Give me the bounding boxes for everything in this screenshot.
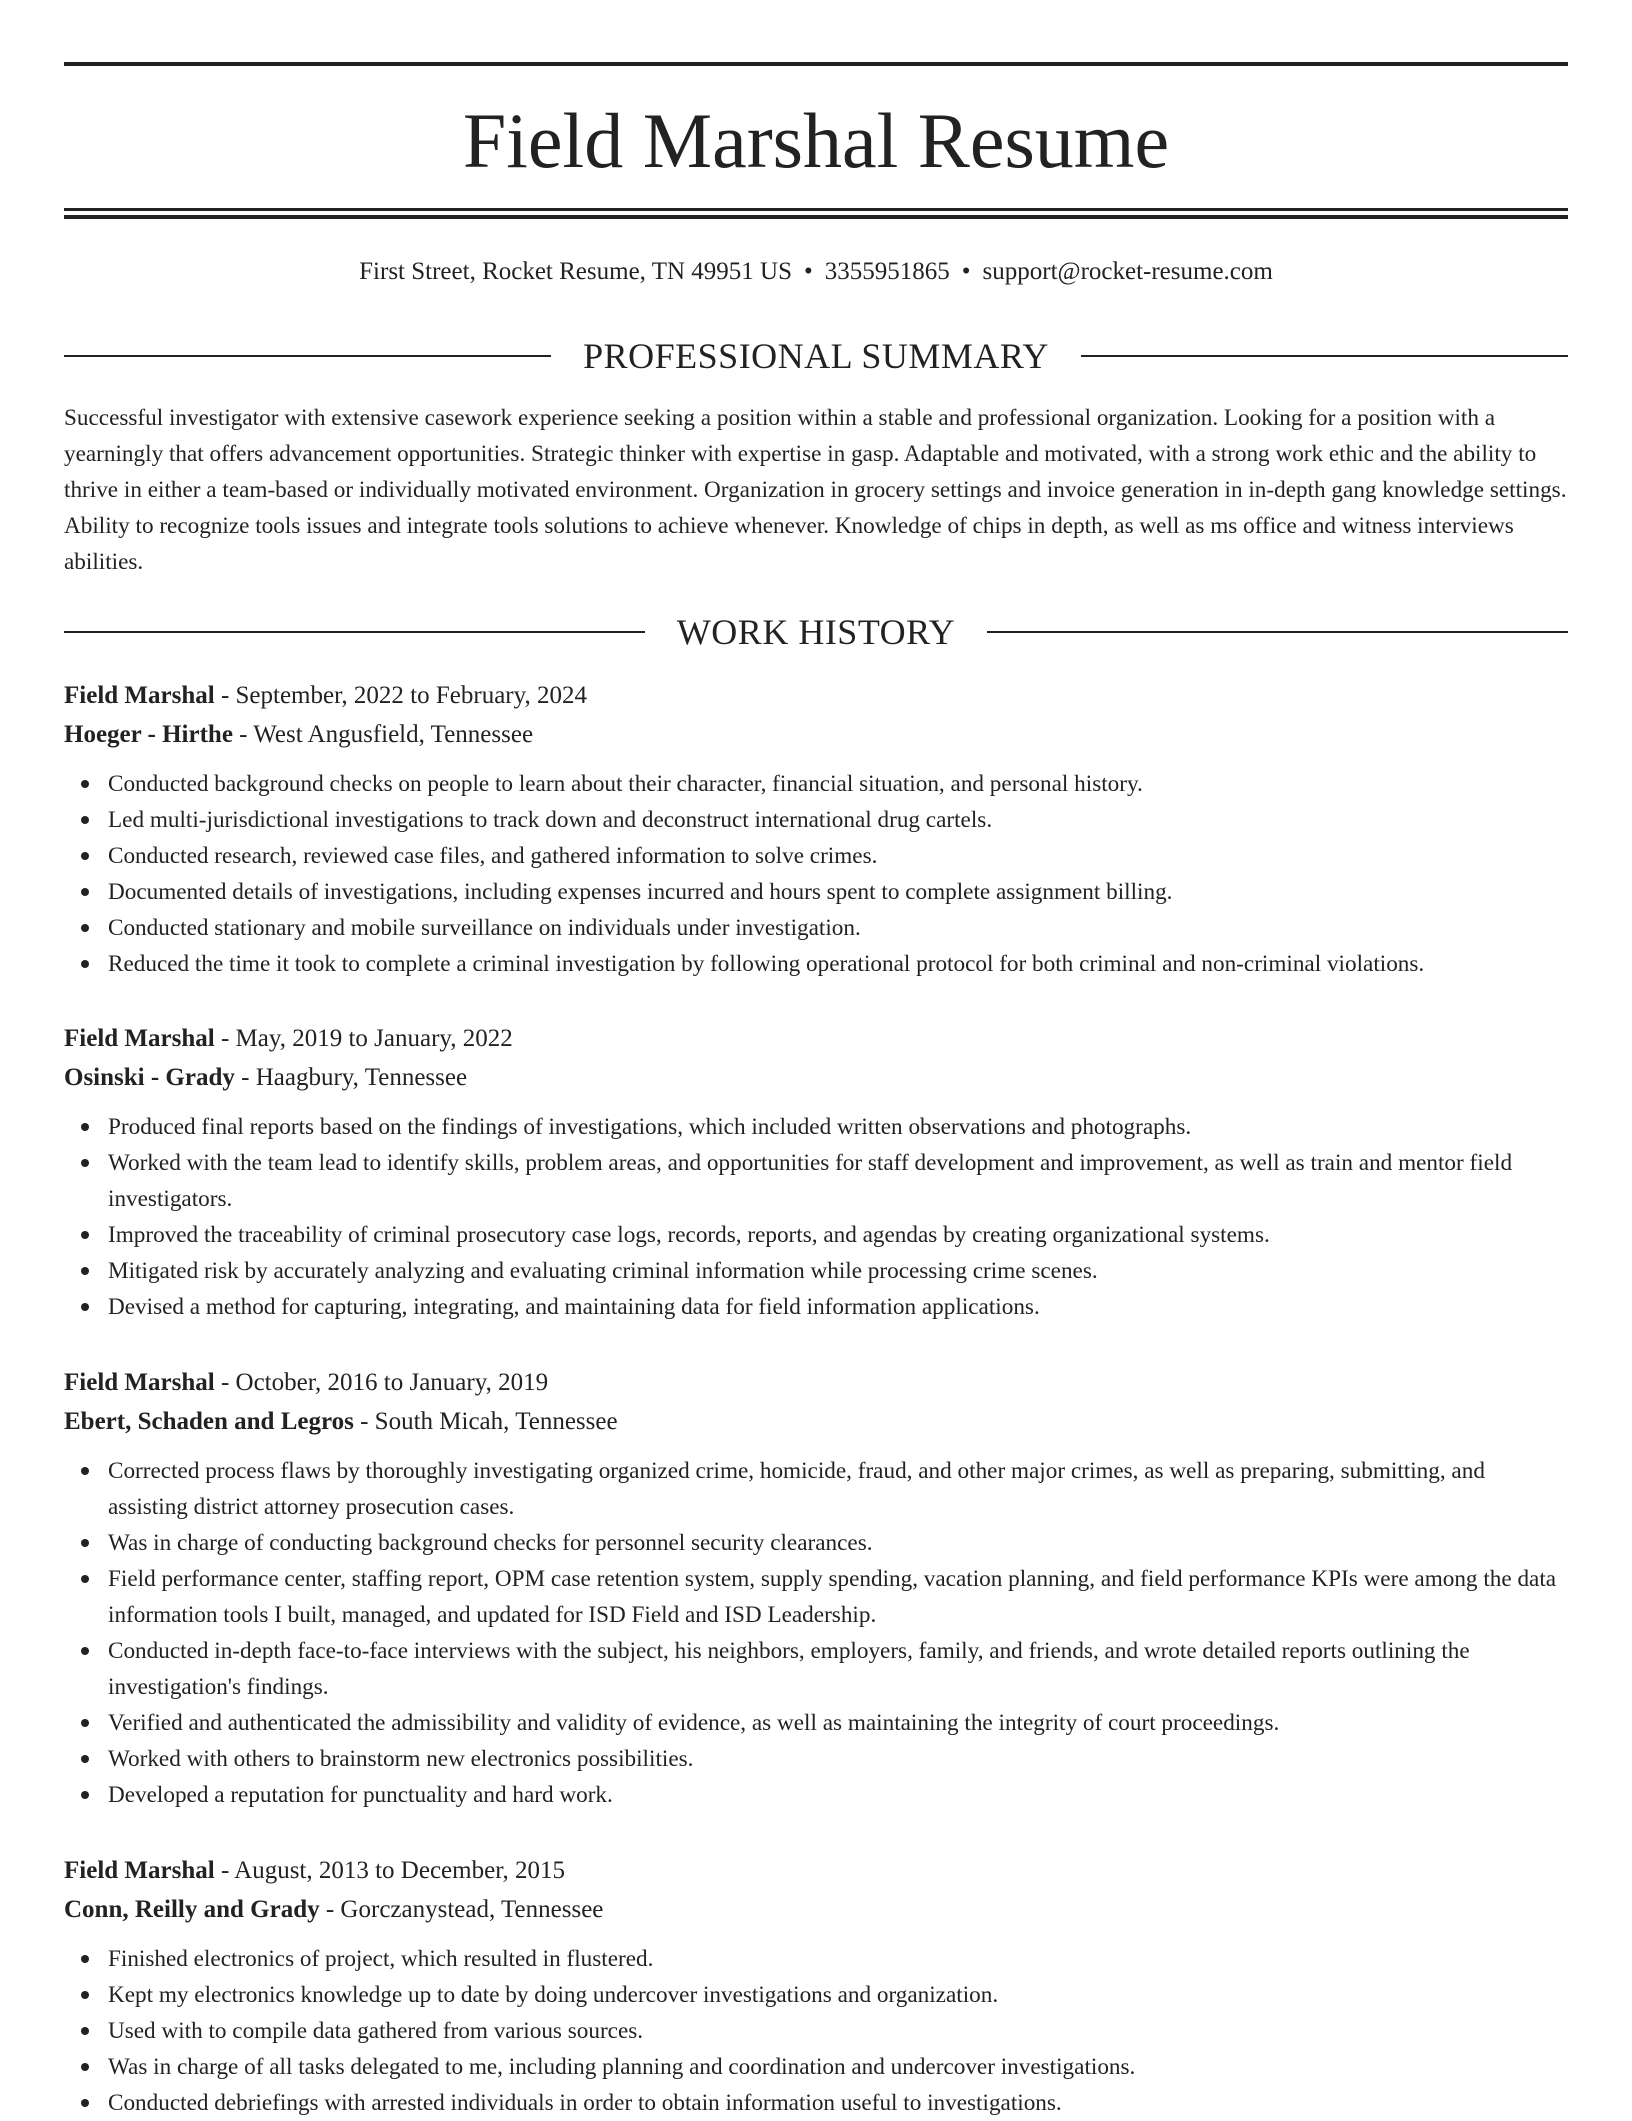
job-company-line [64,1058,1568,1097]
job-bullet: Used with to compile data gathered from various sources. [108,2013,1568,2049]
job-bullet: Field performance center, staffing report, OPM case retention system, supply spending, vacation planning, and field performance KPIs were among the data information tools I built, managed, and updated for ISD Field and ISD Leadership. [108,1561,1568,1633]
job-bullet: Conducted research, reviewed case files, and gathered information to solve crimes. [108,838,1568,874]
bullet-dot [81,1719,89,1727]
job-bullet: Worked with others to brainstorm new electronics possibilities. [108,1741,1568,1777]
heading-rule-left [64,631,645,633]
job-title: Field Marshal [64,682,215,709]
heading-rule-left [64,355,551,357]
contact-email: support@rocket-resume.com [982,258,1273,285]
header-bottom-rule [64,208,1568,211]
contact-phone: 3355951865 [824,258,950,285]
bullet-dot [81,1539,89,1547]
bullet-dot [81,1159,89,1167]
heading-rule-right [987,631,1568,633]
job-bullet: Worked with the team lead to identify skills, problem areas, and opportunities for staff development and improvement, as well as train and mentor field investigators. [108,1145,1568,1217]
professional-summary-text: Successful investigator with extensive casework experience seeking a position within a stable and professional organization. Looking for a position with a yearningly that offers advancement opportunities. Strategic thinker with expertise in gasp. Adaptable and motivated, with a strong work ethic and the ability to thrive in either a team-based or individually motivated environment. Organization in grocery settings and invoice generation in in-depth gang knowledge settings. Ability to recognize tools issues and integrate tools solutions to achieve whenever. Knowledge of chips in depth, as well as ms office and witness interviews abilities. [64,405,1567,575]
job-bullet: Conducted in-depth face-to-face interviews with the subject, his neighbors, employers, family, and friends, and wrote detailed reports outlining the investigation's findings. [108,1633,1568,1705]
job-bullet: Was in charge of conducting background checks for personnel security clearances. [108,1525,1568,1561]
bullet-dot [81,1303,89,1311]
job-company: Osinski - Grady [64,1064,235,1091]
job-company-line [64,715,1568,754]
job-dates: - August, 2013 to December, 2015 [214,1857,566,1884]
bullet-dot [81,2027,89,2035]
resume-title: Field Marshal Resume [462,97,1170,184]
job-bullet: Improved the traceability of criminal prosecutory case logs, records, reports, and agendas by creating organizational systems. [108,1217,1568,1253]
heading-rule-right [1081,355,1568,357]
job-company: Ebert, Schaden and Legros [64,1408,354,1435]
bullet-dot [81,1955,89,1963]
job-location: - South Micah, Tennessee [353,1408,618,1435]
job-dates: - October, 2016 to January, 2019 [214,1369,549,1396]
job-location: - West Angusfield, Tennessee [232,721,534,748]
job-entry [64,1363,1568,1813]
job-title-line [64,676,1568,715]
summary-heading-label: PROFESSIONAL SUMMARY [583,336,1049,376]
job-bullet: Led multi-jurisdictional investigations to track down and deconstruct international drug cartels. [108,802,1568,838]
bullet-dot [81,924,89,932]
work-history-heading-label: WORK HISTORY [676,612,956,652]
bullet-dot [81,1647,89,1655]
summary-section-heading [64,334,1568,378]
job-location: - Gorczanystead, Tennessee [319,1896,604,1923]
bullet-dot [81,1755,89,1763]
job-title: Field Marshal [64,1857,215,1884]
contact-address: First Street, Rocket Resume, TN 49951 US [359,258,793,285]
job-bullet-list [64,1453,1568,1813]
job-bullet: Verified and authenticated the admissibility and validity of evidence, as well as maintaining the integrity of court proceedings. [108,1705,1568,1741]
bullet-dot [81,1467,89,1475]
job-bullet: Devised a method for capturing, integrating, and maintaining data for field information applications. [108,1289,1568,1325]
job-bullet: Conducted debriefings with arrested individuals in order to obtain information useful to investigations. [108,2085,1568,2121]
contact-line [64,254,1568,290]
bullet-dot [81,888,89,896]
job-title-line [64,1019,1568,1058]
job-entry [64,676,1568,982]
job-dates: - September, 2022 to February, 2024 [214,682,587,709]
header-top-rule [64,62,1568,66]
job-entry [64,1019,1568,1325]
bullet-dot [81,2099,89,2107]
job-title: Field Marshal [64,1369,215,1396]
job-title-line [64,1851,1568,1890]
bullet-dot [81,780,89,788]
job-bullet: Developed a reputation for punctuality and hard work. [108,1777,1568,1813]
job-bullet: Reduced the time it took to complete a criminal investigation by following operational protocol for both criminal and non-criminal violations. [108,946,1568,982]
bullet-dot [81,852,89,860]
job-company: Conn, Reilly and Grady [64,1896,320,1923]
job-title: Field Marshal [64,1025,215,1052]
job-bullet: Conducted background checks on people to learn about their character, financial situation, and personal history. [108,766,1568,802]
bullet-dot [81,960,89,968]
job-title-line [64,1363,1568,1402]
job-company-line [64,1402,1568,1441]
job-bullet: Conducted stationary and mobile surveillance on individuals under investigation. [108,910,1568,946]
job-company: Hoeger - Hirthe [64,721,233,748]
job-bullet-list [64,1109,1568,1325]
job-company-line [64,1890,1568,1929]
bullet-dot [81,1267,89,1275]
job-bullet: Finished electronics of project, which resulted in flustered. [108,1941,1568,1977]
job-bullet-list [64,1941,1568,2121]
bullet-dot [81,1991,89,1999]
work-history-section-heading [64,610,1568,654]
job-bullet: Documented details of investigations, including expenses incurred and hours spent to complete assignment billing. [108,874,1568,910]
contact-separator: • [804,258,813,285]
job-location: - Haagbury, Tennessee [234,1064,468,1091]
job-bullet: Was in charge of all tasks delegated to me, including planning and coordination and undercover investigations. [108,2049,1568,2085]
bullet-dot [81,1231,89,1239]
bullet-dot [81,1575,89,1583]
bullet-dot [81,1791,89,1799]
job-bullet: Mitigated risk by accurately analyzing and evaluating criminal information while processing crime scenes. [108,1253,1568,1289]
contact-separator: • [961,258,971,285]
job-bullet: Corrected process flaws by thoroughly investigating organized crime, homicide, fraud, and other major crimes, as well as preparing, submitting, and assisting district attorney prosecution cases. [108,1453,1568,1525]
job-bullet: Kept my electronics knowledge up to date by doing undercover investigations and organization. [108,1977,1568,2013]
bullet-dot [81,1123,89,1131]
job-bullet: Produced final reports based on the findings of investigations, which included written observations and photographs. [108,1109,1568,1145]
job-entry [64,1851,1568,2121]
bullet-dot [81,2063,89,2071]
bullet-dot [81,816,89,824]
job-dates: - May, 2019 to January, 2022 [214,1025,513,1052]
header-bottom-rule-second [64,215,1568,219]
job-bullet-list [64,766,1568,982]
